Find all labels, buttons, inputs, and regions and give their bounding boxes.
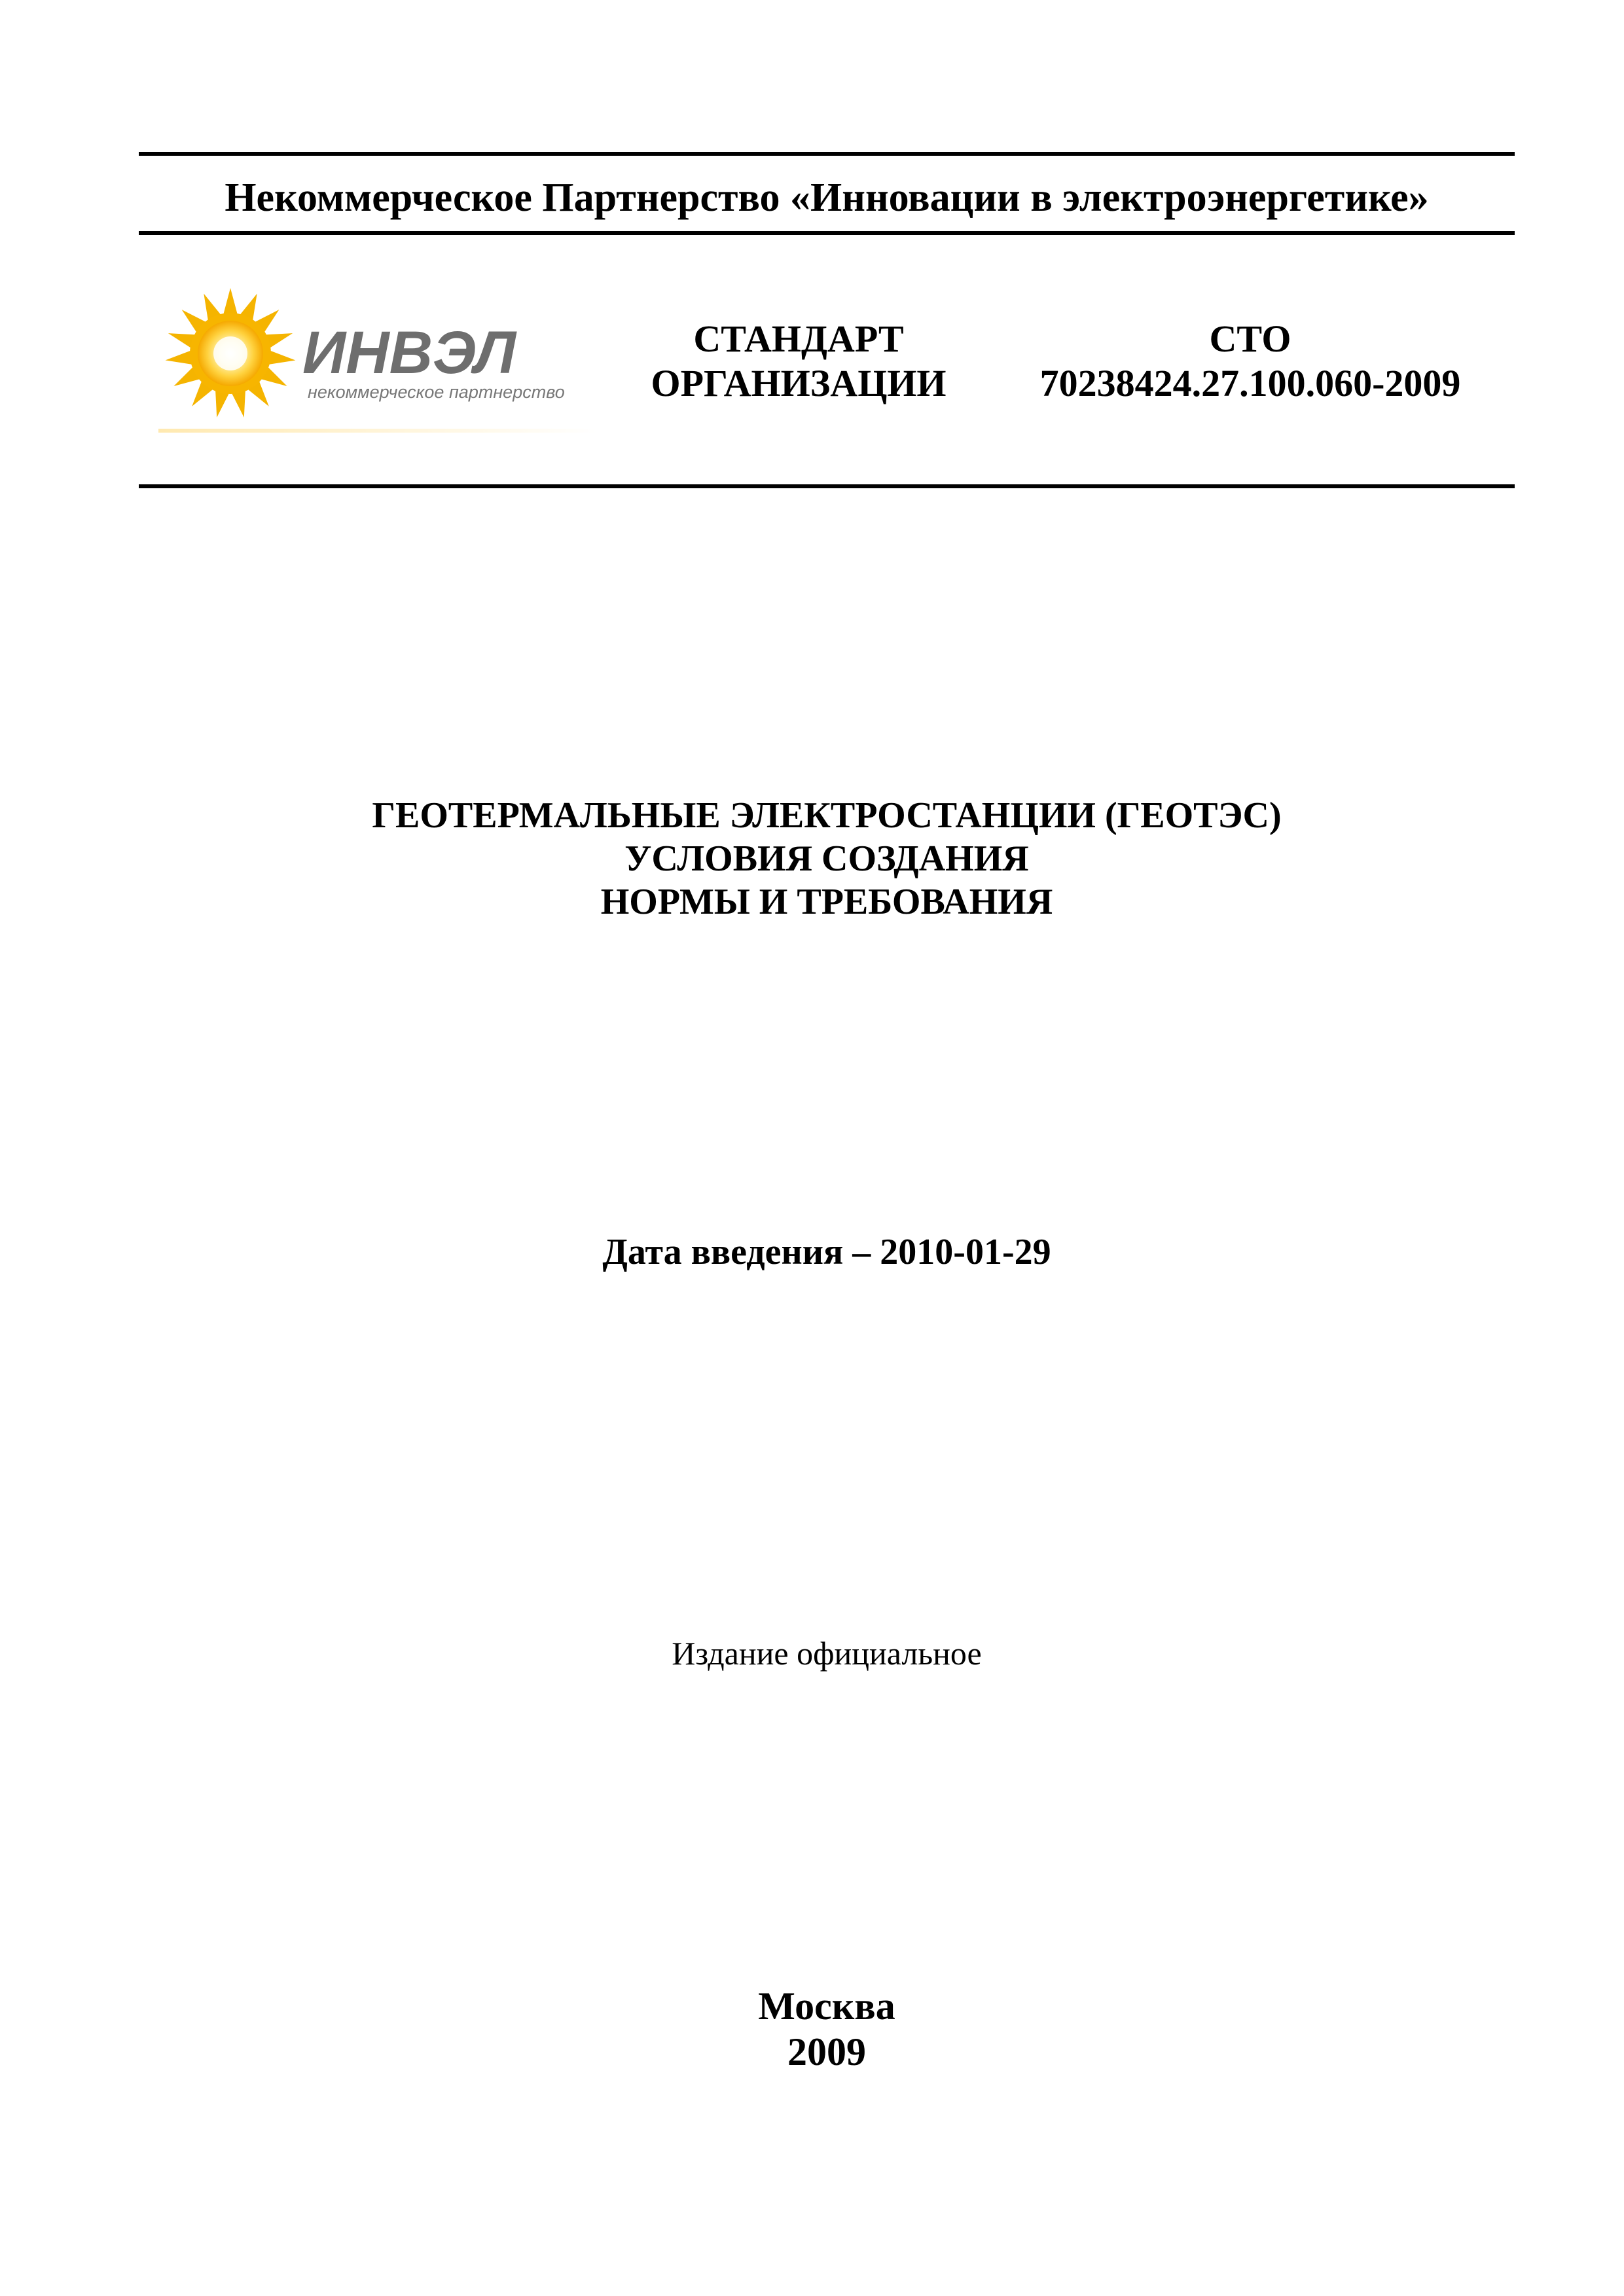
header-rule — [139, 231, 1515, 235]
document-title — [139, 794, 1515, 924]
imprint — [139, 1983, 1515, 2075]
invel-logo — [158, 281, 597, 439]
standard-label — [628, 317, 969, 406]
edition-note: Издание официальное — [672, 1635, 982, 1672]
title-line1: ГЕОТЕРМАЛЬНЫЕ ЭЛЕКТРОСТАНЦИИ (ГЕОТЭС) — [372, 795, 1282, 836]
standard-label-line1: СТАНДАРТ — [693, 317, 904, 360]
organization-name: Некоммерческое Партнерство «Инновации в электроэнергетике» — [225, 175, 1429, 220]
standard-code — [1021, 317, 1479, 406]
title-line3: НОРМЫ И ТРЕБОВАНИЯ — [600, 882, 1053, 922]
effective-date: Дата введения – 2010-01-29 — [602, 1232, 1051, 1272]
standard-code-number: 70238424.27.100.060-2009 — [1039, 362, 1461, 404]
imprint-city: Москва — [758, 1984, 895, 2028]
imprint-year: 2009 — [787, 2030, 866, 2073]
sun-icon — [164, 288, 296, 419]
svg-text:ИНВЭЛ: ИНВЭЛ — [302, 319, 516, 386]
top-rule — [139, 152, 1515, 156]
svg-text:некоммерческое партнерство: некоммерческое партнерство — [308, 382, 565, 402]
standard-label-line2: ОРГАНИЗАЦИИ — [651, 362, 947, 404]
standard-code-prefix: СТО — [1209, 317, 1291, 360]
title-line2: УСЛОВИЯ СОЗДАНИЯ — [624, 838, 1029, 879]
section-rule — [139, 484, 1515, 488]
